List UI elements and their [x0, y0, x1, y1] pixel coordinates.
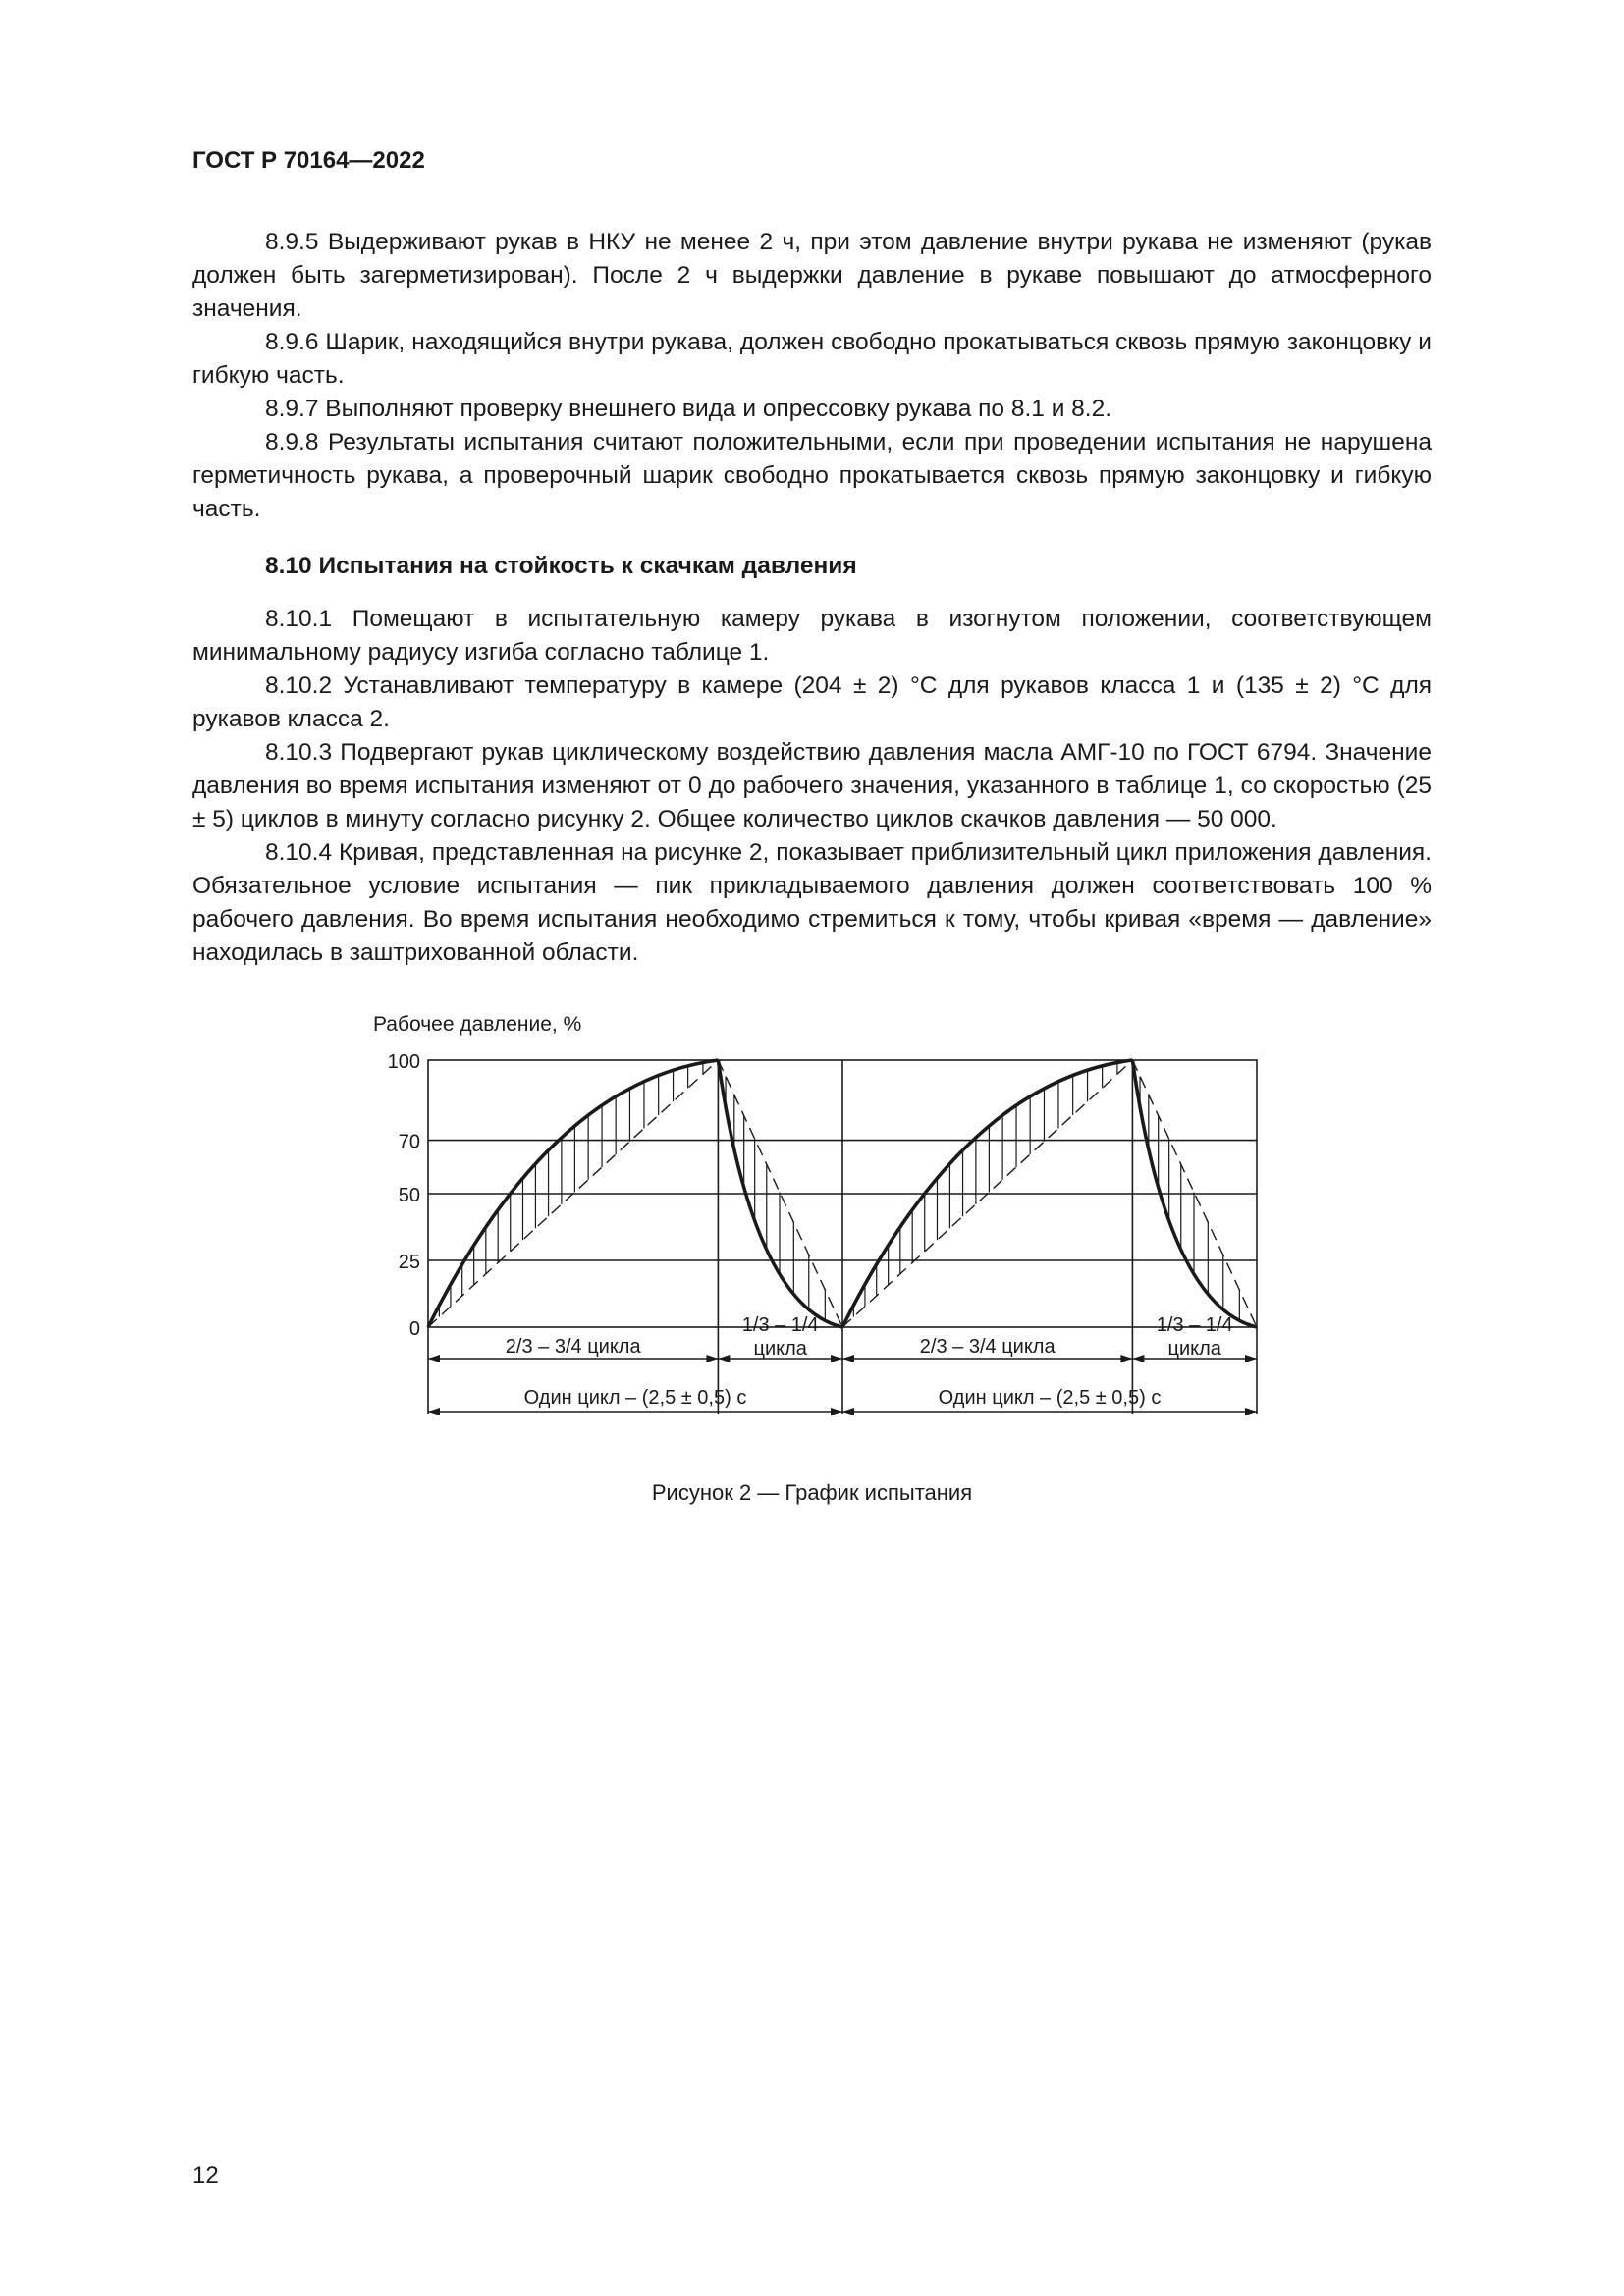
- paragraph-8-9-7: 8.9.7 Выполняют проверку внешнего вида и опрессовку рукава по 8.1 и 8.2.: [265, 396, 1112, 422]
- rise-duration-label: 2/3 – 3/4 цикла: [505, 1336, 641, 1358]
- dimension-arrow: [1245, 1408, 1257, 1415]
- paragraph-8-10-4: 8.10.4 Кривая, представленная на рисунке 2, показывает приблизительный цикл приложения давления. Обязательное условие испытания — пик прикладываемого давления должен соответствовать 100 % рабочего давления. Во время испытания необходимо стремиться к тому, чтобы кривая «время — давление» находилась в заштрихованной области.: [192, 839, 1432, 966]
- paragraph-8-10-1: 8.10.1 Помещают в испытательную камеру рукава в изогнутом положении, соответствующем минимальному радиусу изгиба согласно таблице 1.: [192, 606, 1432, 666]
- paragraph-8-9-5: 8.9.5 Выдерживают рукав в НКУ не менее 2 ч, при этом давление внутри рукава не изменяют (рукав должен быть загерметизирован). После 2 ч выдержки давление в рукаве повышают до атмосферного значения.: [192, 229, 1432, 322]
- dimension-arrow: [1245, 1355, 1257, 1362]
- dimension-arrow: [428, 1355, 440, 1362]
- y-tick-label: 50: [398, 1185, 420, 1206]
- fall-duration-label: 1/3 – 1/4: [741, 1314, 819, 1336]
- dimension-arrow: [706, 1355, 718, 1362]
- figure-caption: Рисунок 2 — График испытания: [651, 1480, 973, 1505]
- dimension-arrow: [831, 1355, 842, 1362]
- section-8-9-continuation: [192, 226, 1432, 526]
- dimension-arrow: [842, 1355, 854, 1362]
- rise-duration-label: 2/3 – 3/4 цикла: [919, 1336, 1056, 1358]
- paragraph-8-9-8: 8.9.8 Результаты испытания считают положительными, если при проведении испытания не нарушена герметичность рукава, а проверочный шарик свободно прокатывается сквозь прямую законцовку и гибкую часть.: [192, 429, 1432, 522]
- page-number: 12: [192, 2163, 219, 2189]
- section-8-10: [192, 550, 1432, 970]
- document-header: ГОСТ Р 70164—2022: [192, 147, 425, 174]
- dimension-arrow: [831, 1408, 842, 1415]
- paragraph-8-10-3: 8.10.3 Подвергают рукав циклическому воздействию давления масла АМГ-10 по ГОСТ 6794. Значение давления во время испытания изменяют от 0 до рабочего значения, указанного в таблице 1, со скоростью (25 ± 5) циклов в минуту согласно рисунку 2. Общее количество циклов скачков давления — 50 000.: [192, 739, 1432, 832]
- y-tick-label: 25: [398, 1252, 420, 1273]
- dimension-arrow: [842, 1408, 854, 1415]
- paragraph-8-9-6: 8.9.6 Шарик, находящийся внутри рукава, должен свободно прокатываться сквозь прямую законцовку и гибкую часть.: [192, 329, 1432, 389]
- hatch-layer: [439, 1062, 1239, 1320]
- paragraph-8-10-2: 8.10.2 Устанавливают температуру в камере (204 ± 2) °С для рукавов класса 1 и (135 ± 2) °С для рукавов класса 2.: [192, 672, 1432, 732]
- section-8-10-heading: 8.10 Испытания на стойкость к скачкам давления: [265, 553, 857, 579]
- figure-2: [373, 1001, 1276, 1463]
- cycle-duration-label: Один цикл – (2,5 ± 0,5) с: [523, 1387, 747, 1409]
- cycle-duration-label: Один цикл – (2,5 ± 0,5) с: [938, 1387, 1162, 1409]
- y-tick-label: 70: [398, 1131, 420, 1153]
- grid-layer: [428, 1060, 1257, 1414]
- dimension-arrow: [428, 1408, 440, 1415]
- pressure-cycle-chart: [373, 1001, 1276, 1463]
- dimension-arrow: [718, 1355, 730, 1362]
- y-tick-label: 100: [387, 1051, 420, 1073]
- dimension-arrow: [1132, 1355, 1144, 1362]
- dimension-arrow: [1120, 1355, 1132, 1362]
- fall-duration-label: цикла: [1167, 1338, 1221, 1360]
- y-tick-label: 0: [408, 1318, 420, 1340]
- fall-duration-label: 1/3 – 1/4: [1156, 1314, 1233, 1336]
- label-layer: [373, 1013, 1257, 1415]
- fall-duration-label: цикла: [753, 1338, 807, 1360]
- y-axis-label: Рабочее давление, %: [373, 1013, 582, 1036]
